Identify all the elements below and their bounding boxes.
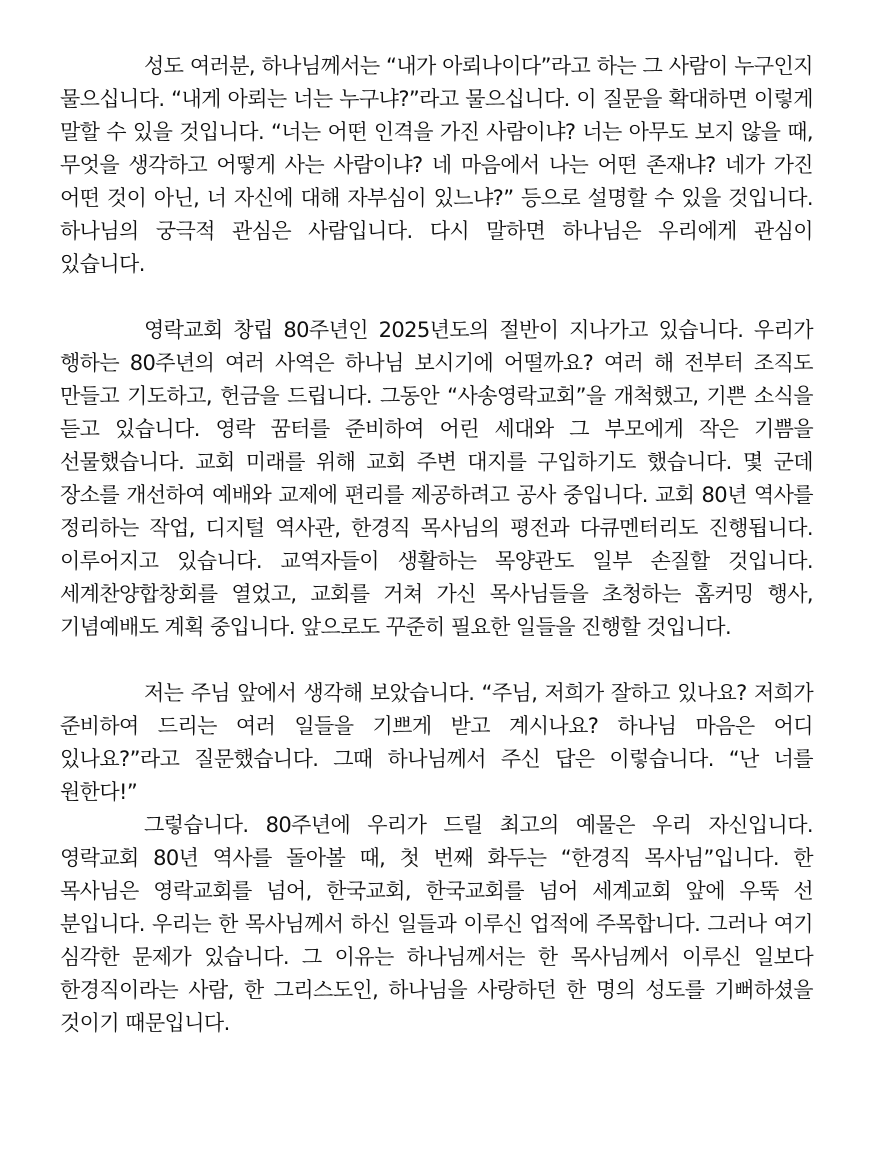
document-page [60, 50, 813, 1040]
paragraph-4: 그렇습니다. 80주년에 우리가 드릴 최고의 예물은 우리 자신입니다. 영락교회 80년 역사를 돌아볼 때, 첫 번째 화두는 “한경직 목사님”입니다. 한 목사님은 영락교회를 넘어, 한국교회, 한국교회를 넘어 세계교회 앞에 우뚝 선 분입니다. 우리는 한 목사님께서 하신 일들과 이루신 업적에 주목합니다. 그러나 여기 심각한 문제가 있습니다. 그 이유는 하나님께서는 한 목사님께서 이루신 일보다 한경직이라는 사람, 한 그리스도인, 하나님을 사랑하던 한 명의 성도를 기뻐하셨을 것이기 때문입니다. [60, 813, 813, 1035]
paragraph-1: 성도 여러분, 하나님께서는 “내가 아뢰나이다”라고 하는 그 사람이 누구인지 물으십니다. “내게 아뢰는 너는 누구냐?”라고 물으십니다. 이 질문을 확대하면 이렇게 말할 수 있을 것입니다. “너는 어떤 인격을 가진 사람이냐? 너는 아무도 보지 않을 때, 무엇을 생각하고 어떻게 사는 사람이냐? 네 마음에서 나는 어떤 존재냐? 네가 가진 어떤 것이 아닌, 너 자신에 대해 자부심이 있느냐?” 등으로 설명할 수 있을 것입니다. 하나님의 궁극적 관심은 사람입니다. 다시 말하면 하나님은 우리에게 관심이 있습니다. [60, 54, 813, 276]
paragraph-3: 저는 주님 앞에서 생각해 보았습니다. “주님, 저희가 잘하고 있나요? 저희가 준비하여 드리는 여러 일들을 기쁘게 받고 계시나요? 하나님 마음은 어디 있나요?”라고 질문했습니다. 그때 하나님께서 주신 답은 이렇습니다. “난 너를 원한다!” [60, 681, 813, 804]
paragraph-2: 영락교회 창립 80주년인 2025년도의 절반이 지나가고 있습니다. 우리가 행하는 80주년의 여러 사역은 하나님 보시기에 어떨까요? 여러 해 전부터 조직도 만들고 기도하고, 헌금을 드립니다. 그동안 “사송영락교회”을 개척했고, 기쁜 소식을 듣고 있습니다. 영락 꿈터를 준비하여 어린 세대와 그 부모에게 작은 기쁨을 선물했습니다. 교회 미래를 위해 교회 주변 대지를 구입하기도 했습니다. 몇 군데 장소를 개선하여 예배와 교제에 편리를 제공하려고 공사 중입니다. 교회 80년 역사를 정리하는 작업, 디지털 역사관, 한경직 목사님의 평전과 다큐멘터리도 진행됩니다. 이루어지고 있습니다. 교역자들이 생활하는 목양관도 일부 손질할 것입니다. 세계찬양합창회를 열었고, 교회를 거쳐 가신 목사님들을 초청하는 홈커밍 행사, 기념예배도 계획 중입니다. 앞으로도 꾸준히 필요한 일들을 진행할 것입니다. [60, 318, 813, 639]
paragraph-gap [60, 644, 813, 677]
paragraph-gap [60, 281, 813, 314]
